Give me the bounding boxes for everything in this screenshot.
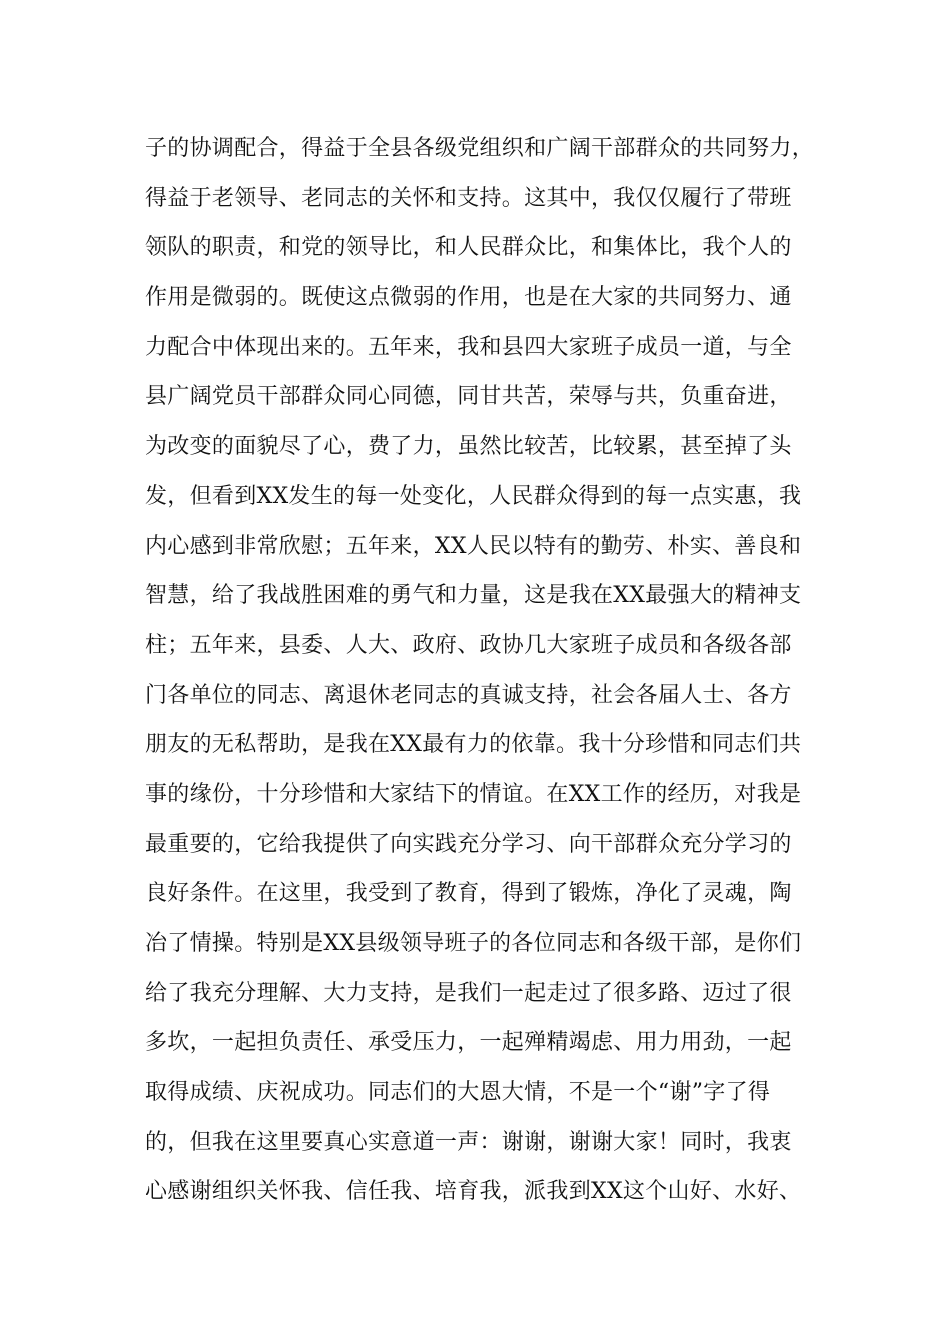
text-line: 最重要的，它给我提供了向实践充分学习、向干部群众充分学习的 xyxy=(145,831,792,857)
text-line: 良好条件。在这里，我受到了教育，得到了锻炼，净化了灵魂，陶 xyxy=(145,881,792,907)
text-line: 智慧，给了我战胜困难的勇气和力量，这是我在XX最强大的精神支 xyxy=(145,583,802,609)
text-line: 发，但看到XX发生的每一处变化，人民群众得到的每一点实惠，我 xyxy=(145,483,802,509)
text-line: 子的协调配合，得益于全县各级党组织和广阔干部群众的共同努力， xyxy=(145,136,815,161)
text-line: 门各单位的同志、离退休老同志的真诚支持，社会各届人士、各方 xyxy=(145,682,792,708)
body-text xyxy=(145,131,845,1224)
text-line: 取得成绩、庆祝成功。同志们的大恩大情，不是一个“谢”字了得 xyxy=(145,1080,771,1106)
text-line: 领队的职责，和党的领导比，和人民群众比，和集体比，我个人的 xyxy=(145,235,792,261)
text-line: 作用是微弱的。既使这点微弱的作用，也是在大家的共同努力、通 xyxy=(145,285,792,311)
text-line: 的，但我在这里要真心实意道一声：谢谢，谢谢大家！同时，我衷 xyxy=(145,1129,792,1155)
text-line: 县广阔党员干部群众同心同德，同甘共苦，荣辱与共，负重奋进， xyxy=(145,384,792,410)
text-line: 力配合中体现出来的。五年来，我和县四大家班子成员一道，与全 xyxy=(145,334,792,360)
text-line: 多坎，一起担负责任、承受压力，一起殚精竭虑、用力用劲，一起 xyxy=(145,1030,792,1056)
text-line: 内心感到非常欣慰；五年来，XX人民以特有的勤劳、朴实、善良和 xyxy=(145,533,802,559)
text-line: 柱；五年来，县委、人大、政府、政协几大家班子成员和各级各部 xyxy=(145,632,792,658)
text-line: 为改变的面貌尽了心，费了力，虽然比较苦，比较累，甚至掉了头 xyxy=(145,434,792,460)
text-line: 事的缘份，十分珍惜和大家结下的情谊。在XX工作的经历，对我是 xyxy=(145,781,802,807)
text-line: 冶了情操。特别是XX县级领导班子的各位同志和各级干部，是你们 xyxy=(145,931,802,956)
text-line: 得益于老领导、老同志的关怀和支持。这其中，我仅仅履行了带班 xyxy=(145,185,792,211)
text-line: 朋友的无私帮助，是我在XX最有力的依靠。我十分珍惜和同志们共 xyxy=(145,732,802,758)
text-line: 给了我充分理解、大力支持，是我们一起走过了很多路、迈过了很 xyxy=(145,980,792,1006)
text-line: 心感谢组织关怀我、信任我、培育我，派我到XX这个山好、水好、 xyxy=(145,1179,802,1205)
